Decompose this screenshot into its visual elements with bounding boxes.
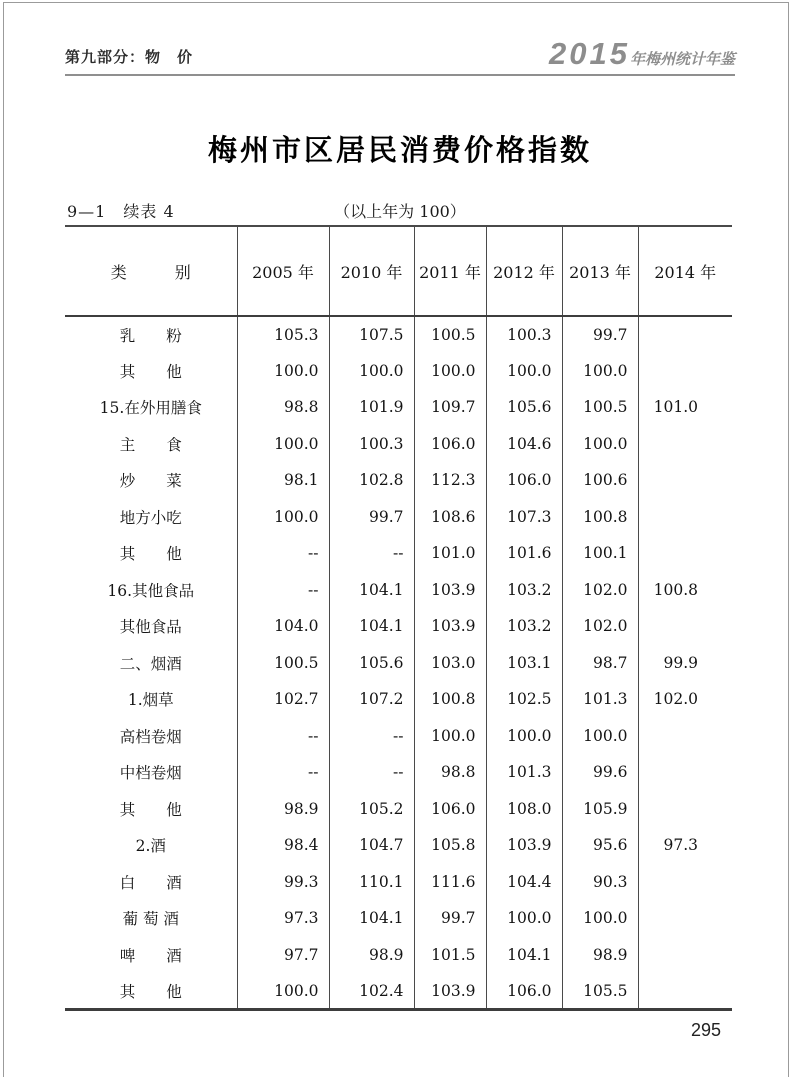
cell-value: 99.6 xyxy=(562,754,638,791)
table-row xyxy=(65,718,732,755)
yearbook-logo xyxy=(549,36,735,72)
cell-value: 102.7 xyxy=(237,681,329,718)
cell-value: -- xyxy=(237,572,329,609)
table-row xyxy=(65,426,732,463)
running-header xyxy=(65,0,735,72)
cell-value: 102.4 xyxy=(329,973,414,1010)
cell-value: 111.6 xyxy=(414,864,486,901)
cell-value: -- xyxy=(329,754,414,791)
column-header-year: 2010 年 xyxy=(329,226,414,316)
cell-value: 100.0 xyxy=(237,353,329,390)
cell-value xyxy=(638,499,732,536)
row-label: 葡 萄 酒 xyxy=(122,910,179,929)
cell-value: 101.0 xyxy=(638,389,732,426)
cell-value: 99.7 xyxy=(414,900,486,937)
cell-value: 106.0 xyxy=(486,973,562,1010)
row-label: 1.烟草 xyxy=(127,691,174,710)
cell-value: -- xyxy=(237,754,329,791)
cell-value: 99.9 xyxy=(638,645,732,682)
row-label: 炒 菜 xyxy=(119,472,182,491)
section-label: 第九部分：物 价 xyxy=(65,49,194,66)
table-row xyxy=(65,389,732,426)
yearbook-year: 2015 xyxy=(549,36,630,71)
cell-value: 100.5 xyxy=(237,645,329,682)
cell-value: 107.3 xyxy=(486,499,562,536)
cell-value: 103.1 xyxy=(486,645,562,682)
cell-value: 101.5 xyxy=(414,937,486,974)
cell-value: 104.1 xyxy=(329,900,414,937)
cell-value: 101.3 xyxy=(486,754,562,791)
cell-value: 98.4 xyxy=(237,827,329,864)
cell-value: 107.2 xyxy=(329,681,414,718)
cell-value: 98.1 xyxy=(237,462,329,499)
row-label: 16.其他食品 xyxy=(107,581,195,600)
cell-value: 104.1 xyxy=(329,572,414,609)
cell-value: 103.2 xyxy=(486,572,562,609)
table-row xyxy=(65,937,732,974)
cell-value: 103.9 xyxy=(414,608,486,645)
cell-value: 98.8 xyxy=(237,389,329,426)
cell-value: 101.6 xyxy=(486,535,562,572)
table-row xyxy=(65,827,732,864)
cell-value: 100.0 xyxy=(237,499,329,536)
cell-value xyxy=(638,900,732,937)
cell-value: 107.5 xyxy=(329,316,414,353)
cell-value: 104.1 xyxy=(329,608,414,645)
cell-value: 104.6 xyxy=(486,426,562,463)
cell-value: 98.9 xyxy=(329,937,414,974)
row-label: 2.酒 xyxy=(135,837,166,856)
cell-value: 100.5 xyxy=(414,316,486,353)
cell-value: 99.7 xyxy=(562,316,638,353)
cell-value: 103.2 xyxy=(486,608,562,645)
cell-value xyxy=(638,316,732,353)
cell-value: 97.3 xyxy=(237,900,329,937)
table-row xyxy=(65,900,732,937)
cell-value: 103.9 xyxy=(486,827,562,864)
cell-value: 105.5 xyxy=(562,973,638,1010)
cell-value: 98.7 xyxy=(562,645,638,682)
row-label: 其他食品 xyxy=(119,618,182,637)
cpi-table xyxy=(65,225,732,1011)
row-label: 啤 酒 xyxy=(119,946,182,965)
cell-value: 101.0 xyxy=(414,535,486,572)
cell-value: 110.1 xyxy=(329,864,414,901)
cell-value: 98.9 xyxy=(237,791,329,828)
cell-value: -- xyxy=(329,718,414,755)
cell-value xyxy=(638,791,732,828)
table-row xyxy=(65,499,732,536)
row-label: 二、烟酒 xyxy=(119,654,182,673)
row-label: 其 他 xyxy=(119,362,182,381)
cell-value: 106.0 xyxy=(414,426,486,463)
cell-value: 102.0 xyxy=(562,572,638,609)
cell-value: 102.5 xyxy=(486,681,562,718)
cell-value: 103.9 xyxy=(414,572,486,609)
cell-value: -- xyxy=(237,718,329,755)
cell-value: 100.0 xyxy=(486,353,562,390)
cell-value: 105.6 xyxy=(329,645,414,682)
base-note: （以上年为 100） xyxy=(334,202,466,221)
table-row xyxy=(65,754,732,791)
cell-value xyxy=(638,535,732,572)
cell-value: 98.8 xyxy=(414,754,486,791)
cell-value: 109.7 xyxy=(414,389,486,426)
row-label: 白 酒 xyxy=(119,873,182,892)
row-label: 地方小吃 xyxy=(119,508,182,527)
cell-value: 100.0 xyxy=(562,900,638,937)
row-label: 其 他 xyxy=(119,545,182,564)
cell-value: 102.0 xyxy=(638,681,732,718)
cell-value xyxy=(638,462,732,499)
column-header-category: 类 别 xyxy=(110,262,191,282)
cell-value: 100.6 xyxy=(562,462,638,499)
column-header-year: 2014 年 xyxy=(638,226,732,316)
table-row xyxy=(65,864,732,901)
table-row xyxy=(65,353,732,390)
cell-value: 100.3 xyxy=(486,316,562,353)
cell-value: 105.2 xyxy=(329,791,414,828)
page-title: 梅州市区居民消费价格指数 xyxy=(207,135,592,167)
cell-value: 97.3 xyxy=(638,827,732,864)
cell-value: 100.0 xyxy=(329,353,414,390)
cell-value xyxy=(638,608,732,645)
cell-value: 108.6 xyxy=(414,499,486,536)
cell-value: 103.9 xyxy=(414,973,486,1010)
column-header-year: 2013 年 xyxy=(562,226,638,316)
cell-value: 95.6 xyxy=(562,827,638,864)
cell-value: 100.8 xyxy=(414,681,486,718)
cell-value: 100.5 xyxy=(562,389,638,426)
cell-value: 90.3 xyxy=(562,864,638,901)
cell-value: 102.0 xyxy=(562,608,638,645)
yearbook-title: 年梅州统计年鉴 xyxy=(629,51,735,68)
cell-value: 101.9 xyxy=(329,389,414,426)
cell-value xyxy=(638,937,732,974)
cell-value: 100.0 xyxy=(237,973,329,1010)
table-header xyxy=(65,226,732,316)
cell-value: 106.0 xyxy=(486,462,562,499)
cell-value: 100.0 xyxy=(414,718,486,755)
cell-value: 104.4 xyxy=(486,864,562,901)
cell-value: 100.0 xyxy=(237,426,329,463)
row-label: 中档卷烟 xyxy=(119,764,182,783)
cell-value: -- xyxy=(329,535,414,572)
column-header-year: 2011 年 xyxy=(414,226,486,316)
cell-value xyxy=(638,864,732,901)
page-number: 295 xyxy=(690,1020,721,1040)
cell-value: 105.3 xyxy=(237,316,329,353)
column-header-year: 2005 年 xyxy=(237,226,329,316)
cell-value: 106.0 xyxy=(414,791,486,828)
cell-value: 100.0 xyxy=(414,353,486,390)
cell-value: 100.0 xyxy=(562,426,638,463)
cell-value: 105.6 xyxy=(486,389,562,426)
cell-value xyxy=(638,973,732,1010)
cell-value: 100.3 xyxy=(329,426,414,463)
table-row xyxy=(65,608,732,645)
cell-value: 100.1 xyxy=(562,535,638,572)
table-number: 9—1 续表 4 xyxy=(67,202,175,221)
cell-value: 100.0 xyxy=(562,353,638,390)
page-content xyxy=(65,0,735,1011)
table-row xyxy=(65,316,732,353)
cell-value: 104.0 xyxy=(237,608,329,645)
cell-value: 103.0 xyxy=(414,645,486,682)
cell-value xyxy=(638,754,732,791)
cell-value: 101.3 xyxy=(562,681,638,718)
cell-value: 105.9 xyxy=(562,791,638,828)
row-label: 15.在外用膳食 xyxy=(99,399,202,418)
table-row xyxy=(65,791,732,828)
row-label: 其 他 xyxy=(119,800,182,819)
cell-value: 98.9 xyxy=(562,937,638,974)
cell-value xyxy=(638,353,732,390)
row-label: 主 食 xyxy=(119,435,182,454)
table-header-row xyxy=(65,226,732,316)
cell-value: -- xyxy=(237,535,329,572)
cell-value: 104.1 xyxy=(486,937,562,974)
cell-value: 112.3 xyxy=(414,462,486,499)
table-row xyxy=(65,973,732,1010)
cell-value: 100.8 xyxy=(638,572,732,609)
cell-value: 100.0 xyxy=(486,900,562,937)
cell-value: 105.8 xyxy=(414,827,486,864)
table-row xyxy=(65,681,732,718)
row-label: 乳 粉 xyxy=(119,326,182,345)
table-row xyxy=(65,462,732,499)
cell-value xyxy=(638,426,732,463)
column-header-year: 2012 年 xyxy=(486,226,562,316)
table-row xyxy=(65,535,732,572)
cell-value: 99.3 xyxy=(237,864,329,901)
header-rule xyxy=(65,74,735,76)
table-meta xyxy=(65,199,735,221)
table-body xyxy=(65,316,732,1010)
cell-value: 100.0 xyxy=(562,718,638,755)
row-label: 其 他 xyxy=(119,982,182,1001)
cell-value: 102.8 xyxy=(329,462,414,499)
table-row xyxy=(65,645,732,682)
cell-value: 100.0 xyxy=(486,718,562,755)
row-label: 高档卷烟 xyxy=(119,727,182,746)
cell-value: 108.0 xyxy=(486,791,562,828)
cell-value: 104.7 xyxy=(329,827,414,864)
cell-value: 97.7 xyxy=(237,937,329,974)
cell-value xyxy=(638,718,732,755)
cell-value: 100.8 xyxy=(562,499,638,536)
table-row xyxy=(65,572,732,609)
cell-value: 99.7 xyxy=(329,499,414,536)
